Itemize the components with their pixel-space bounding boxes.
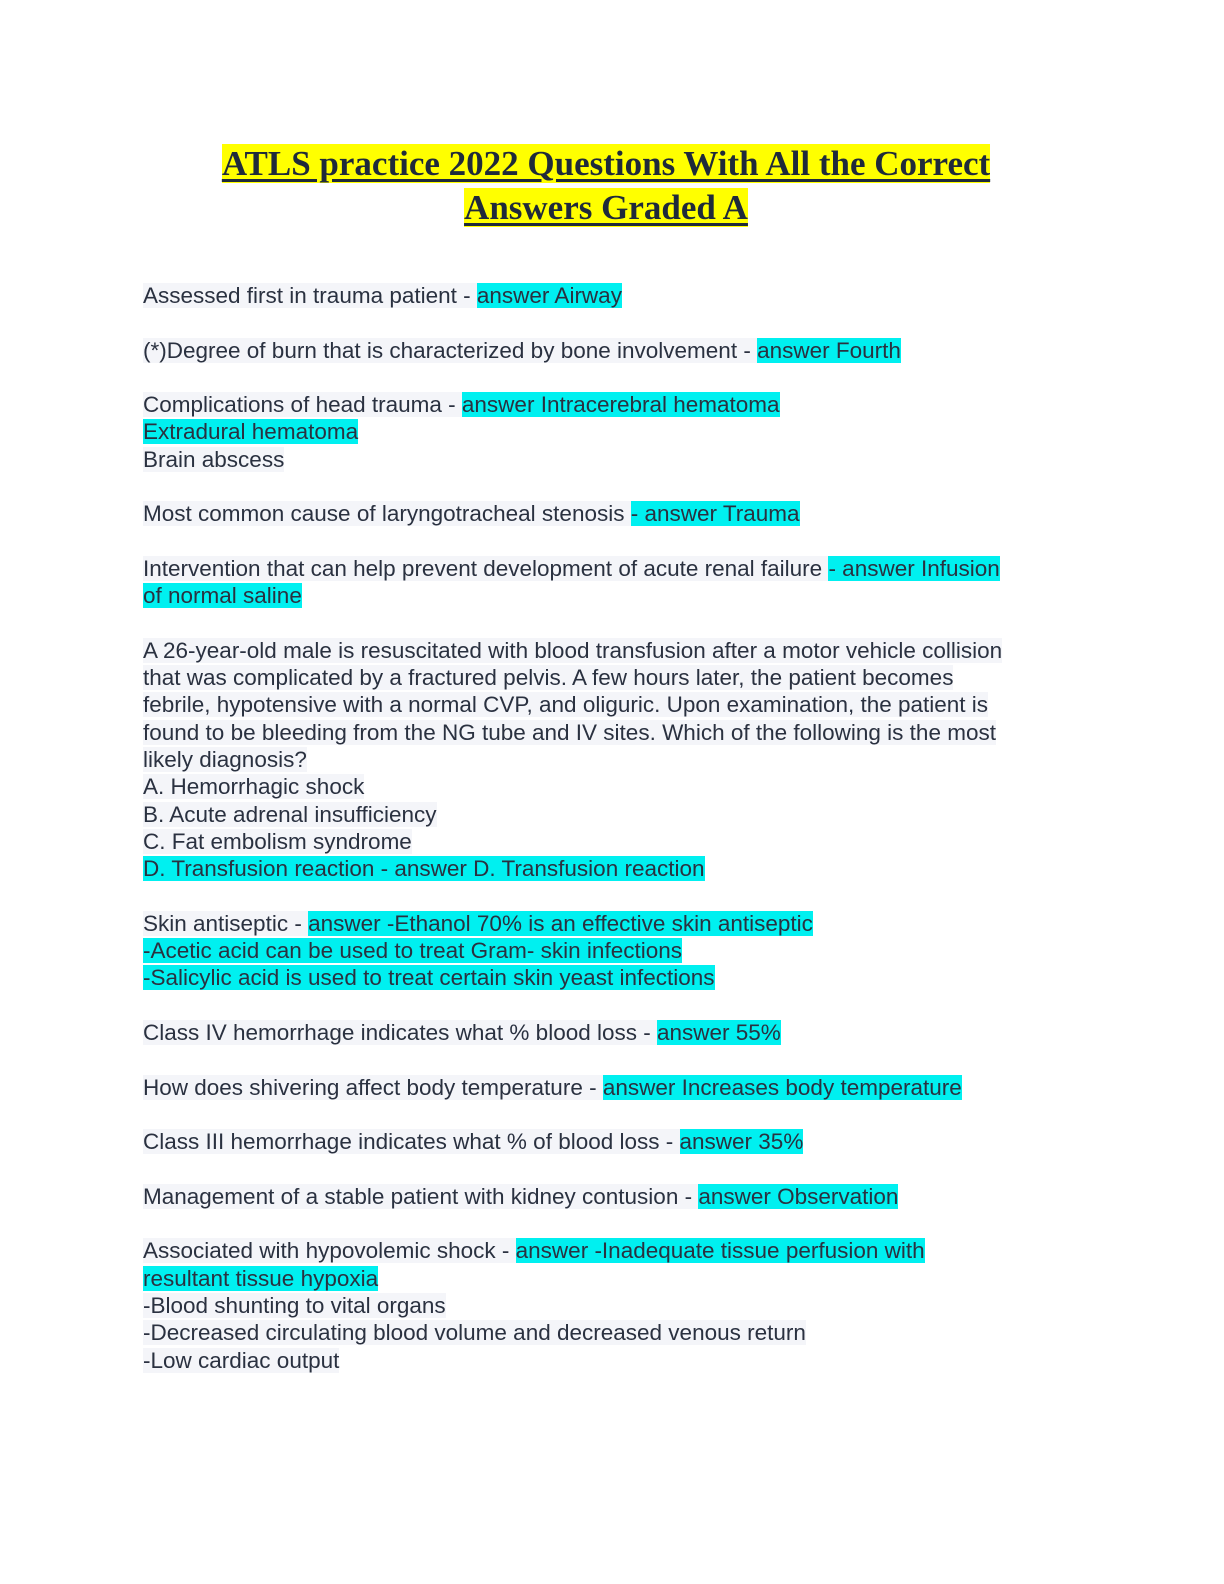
question-text: Assessed first in trauma patient - xyxy=(143,283,477,308)
plain-text-line: -Decreased circulating blood volume and decreased venous return xyxy=(143,1320,806,1346)
option-c: C. Fat embolism syndrome xyxy=(143,828,412,854)
answer-text: - answer Trauma xyxy=(630,501,800,527)
question-text: (*)Degree of burn that is characterized by bone involvement - xyxy=(143,337,758,363)
option-a: A. Hemorrhagic shock xyxy=(143,774,365,800)
qa-item-airway xyxy=(143,282,1073,309)
qa-item-class-iv-hemorrhage xyxy=(143,1019,1073,1046)
answer-text: answer Observation xyxy=(698,1183,899,1209)
qa-item-renal-failure xyxy=(143,555,1073,610)
answer-text: answer Intracerebral hematoma xyxy=(461,392,780,418)
answer-text: answer Airway xyxy=(476,283,622,308)
qa-list xyxy=(143,282,1073,1401)
answer-text-line-2: Extradural hematoma xyxy=(143,419,359,445)
question-text: Class IV hemorrhage indicates what % blood loss - xyxy=(143,1020,657,1046)
qa-item-transfusion-case xyxy=(143,637,1073,883)
question-text: Skin antiseptic - xyxy=(143,910,309,936)
answer-text-line-3: -Salicylic acid is used to treat certain skin yeast infections xyxy=(143,965,715,991)
answer-text-line-2: -Acetic acid can be used to treat Gram- skin infections xyxy=(143,938,682,964)
question-text: Class III hemorrhage indicates what % of blood loss - xyxy=(143,1129,680,1155)
answer-text-line-2: of normal saline xyxy=(143,583,302,609)
question-text: How does shivering affect body temperature - xyxy=(143,1074,603,1100)
option-b: B. Acute adrenal insufficiency xyxy=(143,801,437,827)
answer-text: answer Fourth xyxy=(757,337,901,363)
plain-text-line: -Blood shunting to vital organs xyxy=(143,1292,446,1318)
answer-text: answer -Ethanol 70% is an effective skin antiseptic xyxy=(308,910,813,936)
title-line-2: Answers Graded A xyxy=(464,188,748,227)
plain-text-line: -Low cardiac output xyxy=(143,1347,340,1373)
question-text: Intervention that can help prevent development of acute renal failure xyxy=(143,555,829,581)
question-line: A 26-year-old male is resuscitated with blood transfusion after a motor vehicle collision xyxy=(143,637,1003,663)
qa-item-skin-antiseptic xyxy=(143,910,1073,992)
question-line: likely diagnosis? xyxy=(143,747,307,773)
answer-text: D. Transfusion reaction - answer D. Transfusion reaction xyxy=(143,856,705,882)
title-line-1: ATLS practice 2022 Questions With All the Correct xyxy=(221,144,991,183)
answer-text: answer 55% xyxy=(657,1020,781,1046)
question-line: found to be bleeding from the NG tube and IV sites. Which of the following is the most xyxy=(143,719,996,745)
question-line: that was complicated by a fractured pelvis. A few hours later, the patient becomes xyxy=(143,665,954,691)
question-text: Associated with hypovolemic shock - xyxy=(143,1238,516,1264)
answer-text: answer -Inadequate tissue perfusion with xyxy=(515,1238,925,1264)
qa-item-kidney-contusion xyxy=(143,1183,1073,1210)
question-text: Complications of head trauma - xyxy=(143,392,462,418)
qa-item-shivering xyxy=(143,1074,1073,1101)
question-text: Management of a stable patient with kidney contusion - xyxy=(143,1183,699,1209)
qa-item-class-iii-hemorrhage xyxy=(143,1128,1073,1155)
document-title xyxy=(150,142,1062,230)
answer-text: answer 35% xyxy=(679,1129,804,1155)
qa-item-burn-degree xyxy=(143,337,1073,364)
answer-text: answer Increases body temperature xyxy=(602,1074,962,1100)
question-line: febrile, hypotensive with a normal CVP, and oliguric. Upon examination, the patient is xyxy=(143,692,989,718)
plain-text-line-3: Brain abscess xyxy=(143,446,285,472)
question-text: Most common cause of laryngotracheal stenosis xyxy=(143,501,631,527)
answer-text: - answer Infusion xyxy=(828,555,1000,581)
answer-text-line-2: resultant tissue hypoxia xyxy=(143,1265,379,1291)
qa-item-stenosis xyxy=(143,500,1073,527)
qa-item-hypovolemic-shock xyxy=(143,1237,1073,1373)
qa-item-head-trauma xyxy=(143,391,1073,473)
